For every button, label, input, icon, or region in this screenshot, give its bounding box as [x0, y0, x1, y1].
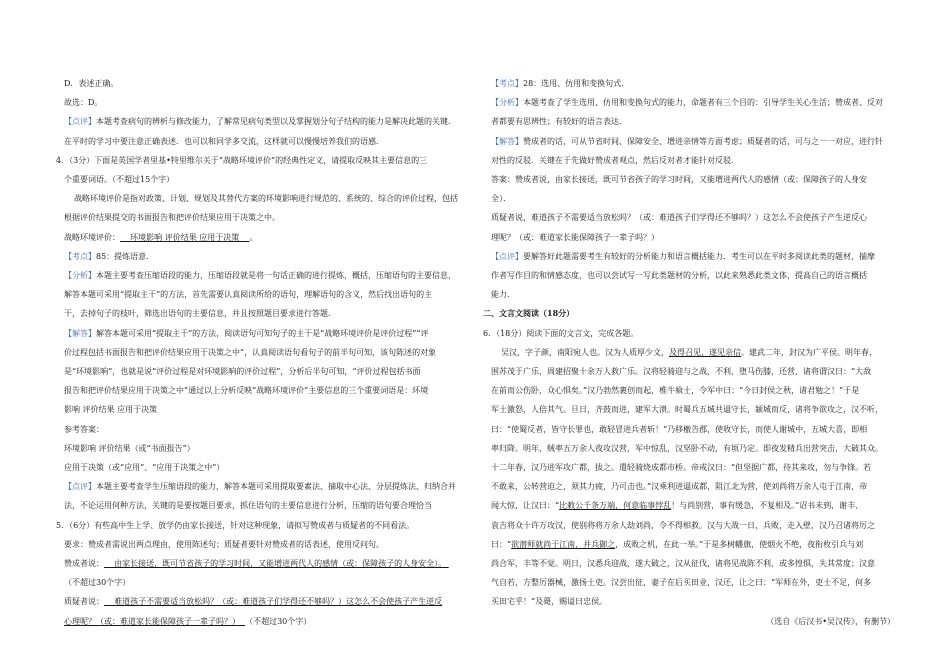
text-line: 能力．: [491, 290, 515, 300]
text-line: 影响 评价结果 应用于决策: [64, 405, 158, 415]
passage-text: 曰：“: [491, 539, 512, 549]
passage-line: 围苏茂于广乐，周建招聚十余万人救广乐。汉将轻骑迎与之战，不利，堕马伤膝，还营，诸将谓汉曰：“大敌: [491, 367, 872, 377]
passage-text: 。建武二年，封汉为广平侯。明年春，: [741, 347, 877, 357]
answer-end: 。: [249, 232, 258, 242]
comment-line: [56, 112, 470, 131]
text-line: 全）．: [491, 194, 511, 204]
passage-line: 袁吉将众十许万攻汉，使别将将万余人劫刘尚，令不得相救。汉与大战一日，兵败，走入壁，汉乃召诸将厉之: [491, 520, 875, 530]
tag-line: [56, 477, 470, 496]
text-line: 价过程包括书面报告和把评价结果应用于决策之中”，认真阅读语句看句子的前半句可知，该句陈述的对象: [64, 347, 437, 357]
answer-line: [56, 228, 470, 247]
tag-label: 【考点】: [64, 251, 96, 261]
tag-label: 【点评】: [64, 482, 96, 492]
tag-line: [483, 132, 895, 151]
text-line: 对性的反驳．关键在于先做好赞成者观点，然后反对者才能针对反驳．: [491, 155, 739, 165]
tag-text: 本题主要考查压缩语段的能力，压缩语段就是将一句话正确的进行提炼，概括，压缩语句的主要信息，: [96, 271, 456, 281]
tag-text: 28：选用、仿用和变换句式．: [523, 79, 630, 88]
passage-underlined: 及得召见，遂见亲信: [669, 347, 741, 357]
passage-underlined: 比敕公千条万端，何意临事悖乱: [559, 501, 672, 511]
passage-line: 曰：“使蜀反者，皆守长罪也，敢轻冒进兵者斩！”乃移檄告郡，使收守长，而使人谢城中，五城大喜，即相: [491, 424, 868, 434]
tag-text: 赞成者的话，可从节省时间、保障安全、增进亲情等方面考虑；质疑者的话，可与之一一对应，进行针: [523, 136, 883, 146]
passage-text: ，成败之机，在此一举。”于是多树幡旗，使烟火不绝，夜衔枚引兵与刘: [615, 539, 864, 549]
passage-source: （选自《后汉书•吴汉传》，有删节）: [766, 616, 895, 626]
question-6-stem: 6．（18分）阅读下面的文言文，完成各题。: [483, 328, 639, 338]
question-5-stem: 5．（6分）有些高中生上学、放学仍由家长接送，针对这种现象，请拟写赞成者与质疑者的不同看法。: [56, 520, 415, 530]
answer-note: （不超过30个字）: [245, 616, 312, 626]
text-line: 在平时的学习中要注意正确表述．也可以和同学多交流，这样就可以慢慢培养我们的语感．: [64, 136, 384, 146]
passage-line: 尚合军，丰等不觉。明日，汉悉兵迎战，遂大破之，汉从征伐，诸将见战陈不利，或多惶惧，失其常度；汉意: [491, 559, 875, 569]
text-line: 质疑者说，难道孩子不需要适当放松吗？（或：难道孩子们学得还不够吗？）这怎么不会使孩子产生逆反心: [491, 213, 867, 223]
text-line: 干，去掉句子的枝叶，筛选出语句的主要信息，并且按照题目要求进行答题．: [64, 309, 336, 319]
tag-label: 【分析】: [64, 271, 96, 281]
tag-line: [56, 266, 470, 285]
text-line: 理呢？（或：难道家长能保障孩子一辈子吗？）: [491, 232, 659, 242]
comment-text: 本题考查病句的辨析与修改能力，了解常见病句类型以及掌握划分句子结构的能力是解决此题的关键．: [96, 117, 456, 127]
text-line: 解答本题可采用“提取主干”的方法，首先需要认真阅读所给的语句，理解语句的含义，然后找出语句的主: [64, 290, 433, 300]
answer-underlined: 由家长接送，既可节省孩子的学习时间，又能增进两代人的感情（或：保障孩子的人身安全）。: [104, 559, 449, 569]
question-4-stem: 4．（3分）下面是英国学者里基•特里维尔关于“战略环境评价”的经典性定义，请提取反映其主要信息的三: [56, 155, 428, 165]
passage-line: 不敢来，公转营迫之，须其力疲，乃可击也。”汉乘利进逼成都，阻江北为营，使刘尚将万余人屯于江南，帝: [491, 482, 868, 492]
passage-line: 气自若，方整厉器械，激扬士吏。汉尝出征，妻子在后买田业，汉还，让之曰：“军师在外，吏士不足，何多: [491, 578, 872, 588]
text-line: 要求：赞成者需说出两点理由，使用陈述句；质疑者要针对赞成者的话表述，使用反问句。: [64, 539, 384, 549]
text-line: 环境影响 评价结果（或“书面报告”）: [64, 443, 195, 453]
answer-underlined: 心理呢？（或：难道家长能保障孩子一辈子吗？）: [64, 616, 246, 626]
comment-tag: 【点评】: [64, 117, 96, 127]
text-line: 参考答案：: [64, 424, 104, 434]
answer-line: [56, 554, 470, 573]
tag-text: 85：提炼语意．: [96, 251, 155, 261]
tag-text: 要解答好此题需要考生有较好的分析能力和语言概括能力．考生可以在平时多阅读此类的题材，揣摩: [523, 251, 875, 261]
text-line: （不超过30个字）: [64, 578, 131, 588]
text-line: 根据评价结果提交的书面报告和把评价结果应用于决策之中。: [64, 213, 280, 223]
tag-line: [483, 93, 895, 112]
tag-text: 本题主要考查学生压缩语段的能力，解答本题可采用提取要素法、摘取中心法、分层提炼法、归纳合并: [96, 482, 456, 492]
passage-text: 吴汉，字子颜，南阳宛人也。汉为人质厚少文，: [501, 347, 669, 357]
text-line: 个重要词语。（不超过15个字）: [64, 175, 175, 185]
tag-label: 【解答】: [64, 328, 96, 338]
text-line: D．表述正确。: [64, 79, 119, 88]
answer-line: [56, 592, 470, 611]
passage-line: 十二年春，汉乃进军攻广都，拔之。遣轻骑烧成都市桥。帝戒汉曰：“但坚据广都，待其来攻，勿与争锋。若: [491, 463, 872, 473]
text-line: 故选：D。: [64, 98, 103, 108]
passage-line: 率归降。明年，贼率五万余人夜攻汉营，军中惊乱，汉坚卧不动，有顷乃定。即夜发精兵出营突击，大破其众。: [491, 443, 883, 453]
answer-underlined: 难道孩子不需要适当放松吗？（或：难道孩子们学得还不够吗？）这怎么不会使孩子产生逆反: [104, 597, 443, 607]
passage-text: 闻大惊，让汉曰：“: [491, 501, 560, 511]
text-line: 法，不论运用何种方法，关键的是要按题目要求，抓住语句的主要信息进行分析，压缩的语句要合理恰当: [64, 501, 432, 511]
passage-text: ！与尚别营，事有缓急，不复相及。”诏书未到，谢丰、: [671, 501, 864, 511]
tag-line: [56, 324, 470, 343]
right-column: [483, 74, 895, 631]
passage-line: [483, 343, 895, 362]
passage-underlined: 欲潜师就尚于江南，并兵御之: [511, 539, 616, 549]
tag-label: 【考点】: [491, 79, 523, 88]
text-line: 作者写作目的和情感态度，也可以尝试写一写此类题材的分析，以此来熟悉此类文体，提高自己的语言概括: [491, 271, 867, 281]
passage-line: 军士激怒，人倍其气。旦日，齐鼓而进，建军大溃。时蜀兵五城共逼守长，颍城而反，诸将争欲攻之，汉不听，: [491, 405, 883, 415]
tag-label: 【解答】: [491, 136, 523, 146]
tag-text: 本题考查了学生选用、仿用和变换句式的能力，命题者有三个目的：引导学生关心生活；赞成者、反对: [523, 98, 883, 108]
section-heading: 二、文言文阅读（18分）: [483, 308, 575, 319]
tag-label: 【点评】: [491, 251, 523, 261]
text-line: 报告和把评价结果应用于决策之中”通过以上分析反映“战略环境评价”主要信息的三个重要词语是：环境: [64, 386, 429, 396]
text-line: 战略环境评价是指对政策、计划、规划及其替代方案的环境影响进行规范的、系统的、综合的评价过程，包括: [74, 194, 458, 204]
answer-line: [56, 612, 470, 631]
passage-line: [483, 496, 895, 515]
passage-line: [483, 535, 895, 554]
tag-line: [56, 247, 470, 266]
text-line: 应用于决策（或“应用”、“应用于决策之中”）: [64, 463, 225, 473]
text-line: 者都要有思辨性；有较好的语言表达．: [491, 117, 627, 127]
answer-label: 战略环境评价：: [64, 232, 120, 242]
text-line: 答案：赞成者说，由家长接送，既可节省孩子的学习时间，又能增进两代人的感情（或：保障孩子的人身安: [491, 175, 867, 185]
tag-label: 【分析】: [491, 98, 523, 108]
answer-label: 赞成者说：: [64, 559, 104, 569]
tag-text: 解答本题可采用“提取主干”的方法，阅读语句可知句子的主干是“战略环境评价是评价过程”“评: [96, 328, 429, 338]
passage-line: 买田宅乎！”及薨，赐谥曰忠侯。: [491, 597, 608, 607]
tag-line: [483, 247, 895, 266]
tag-line: [483, 74, 895, 93]
passage-line: 在前而公伤卧，众心惧矣。”汉乃勃然裹创而起，椎牛飨士，令军中曰：“今日封侯之秋，诸君勉之！”于是: [491, 386, 860, 396]
answer-underlined: 环境影响 评价结果 应用于决策: [120, 232, 250, 242]
left-column: [56, 74, 470, 631]
answer-label: 质疑者说：: [64, 597, 104, 607]
text-line: 是“环境影响”，也就是说“评价过程是对环境影响的评价过程”，分析后半句可知，“评价过程包括书面: [64, 367, 421, 377]
